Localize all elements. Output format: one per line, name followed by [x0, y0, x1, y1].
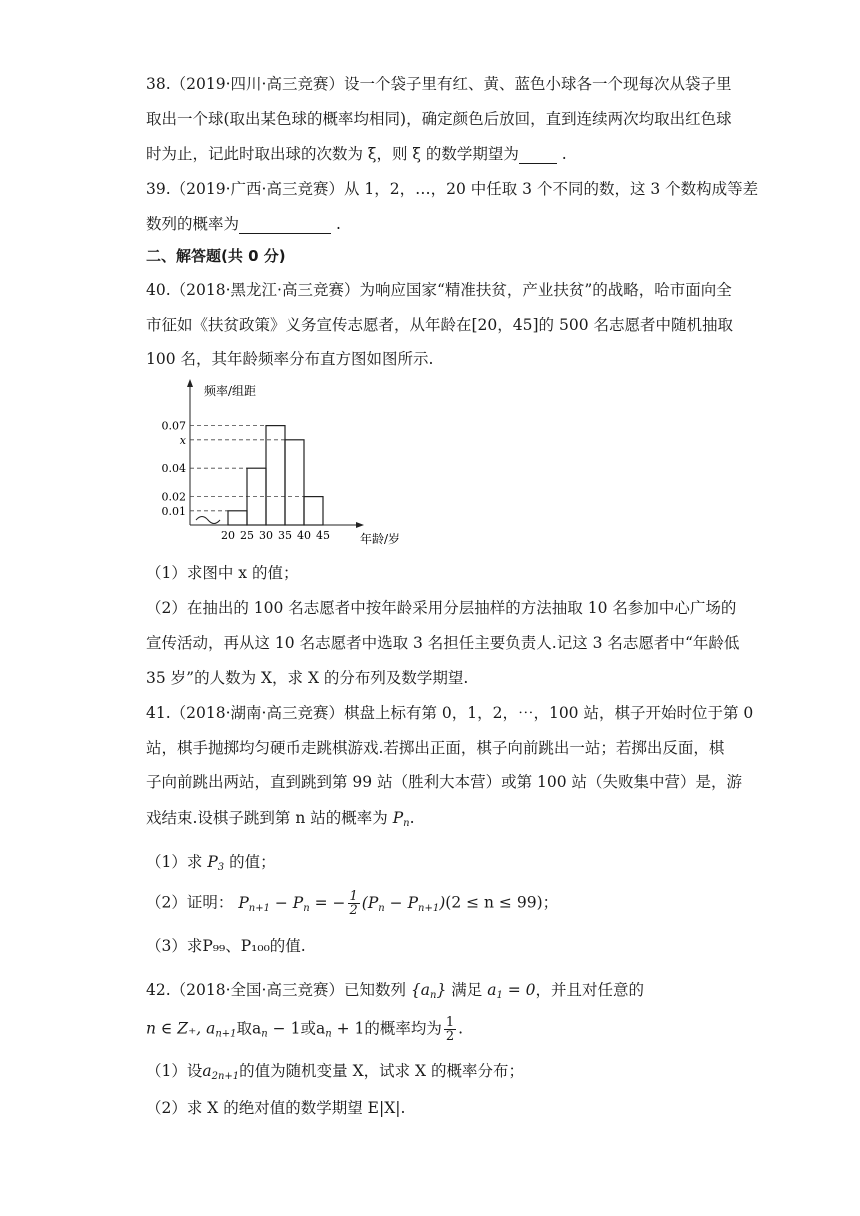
q42-line-1-mid: 满足 [451, 981, 483, 999]
q42-sequence-symbol: $\{a_n\}$ [410, 981, 447, 1001]
q41-part-3: （3）求P₉₉、P₁₀₀的值. [146, 937, 306, 955]
histogram-bar [228, 511, 247, 525]
q41-part-2-range: (2 ≤ n ≤ 99)； [445, 893, 559, 912]
q38-line-1: 38.（2019·四川·高三竞赛）设一个袋子里有红、黄、蓝色小球各一个现每次从袋子里 [146, 75, 732, 93]
x-tick-label: 45 [316, 529, 330, 542]
histogram-bar [304, 497, 323, 525]
histogram-bar [285, 440, 304, 525]
q39-line-2 [146, 212, 341, 234]
x-tick-label: 30 [259, 529, 273, 542]
q42-a2n1-symbol: $a_{2n+1}$ [202, 1062, 240, 1082]
q41-part-2 [146, 890, 558, 917]
q41-p3-symbol: $P_3$ [207, 853, 225, 873]
age-histogram [160, 377, 420, 547]
q41-line-1: 41.（2018·湖南·高三竞赛）棋盘上标有第 0，1，2，⋯，100 站，棋子开始时位于第 0 [146, 704, 754, 722]
q42-line-1-text: 42.（2018·全国·高三竞赛）已知数列 [146, 981, 406, 999]
q42-part-1 [146, 1059, 524, 1082]
q42-line-2-prefix: n ∈ Z₊, a [146, 1019, 216, 1038]
section-heading: 二、解答题(共 0 分) [146, 247, 286, 265]
q42-line-1-end: ，并且对任意的 [535, 981, 645, 999]
q42-part-1-end: 的值为随机变量 X，试求 X 的概率分布； [239, 1062, 525, 1080]
axis-break-icon [196, 517, 220, 524]
q39-line-1: 39.（2019·广西·高三竞赛）从 1，2，…，20 中任取 3 个不同的数，这 3 个数构成等差 [146, 180, 759, 198]
q40-part-2-line-1: （2）在抽出的 100 名志愿者中按年龄采用分层抽样的方法抽取 10 名参加中心广场的 [146, 599, 737, 617]
q41-part-1-end: 的值； [229, 853, 276, 871]
q41-line-2: 站，棋手抛掷均匀硬币走跳棋游戏.若掷出正面，棋子向前跳出一站；若掷出反面，棋 [146, 739, 725, 757]
q42-line-2-or: 或a [300, 1019, 326, 1038]
q42-line-2: n ∈ Z₊, $a_{n+1}$取$a_n - 1$或$a_n + 1$的概率均为 $\frac{1}{2}$ . [146, 1015, 464, 1044]
q40-part-2-line-2: 宣传活动，再从这 10 名志愿者中选取 3 名担任主要负责人.记这 3 名志愿者中“年龄低 [146, 634, 740, 652]
q41-part-2-text: （2）证明： [146, 893, 234, 912]
q42-part-2: （2）求 X 的绝对值的数学期望 E|X|. [146, 1099, 406, 1117]
q41-pn-symbol: $P_n$ [392, 809, 410, 829]
q39-line-2-end: . [335, 215, 341, 233]
histogram-svg [160, 377, 420, 547]
q38-line-3-end: . [561, 145, 567, 163]
q38-line-3-text: 时为止，记此时取出球的次数为 ξ，则 ξ 的数学期望为 [146, 145, 519, 163]
y-tick-label: 0.04 [161, 462, 186, 476]
q42-half-fraction: $\frac{1}{2}$ [445, 1015, 455, 1044]
q41-line-4: 戏结束.设棋子跳到第 n 站的概率为 $P_n$. [146, 809, 415, 829]
q39-line-2-text: 数列的概率为 [146, 215, 240, 233]
q40-line-1: 40.（2018·黑龙江·高三竞赛）为响应国家“精准扶贫，产业扶贫”的战略，哈市面向全 [146, 281, 732, 299]
q40-line-3: 100 名，其年龄频率分布直方图如图所示. [146, 350, 434, 368]
q42-line-2-mid: 取a [236, 1019, 262, 1038]
q42-line-1 [146, 978, 644, 1001]
q41-part-1-text: （1）求 [146, 853, 203, 871]
histogram-bar [266, 426, 285, 525]
y-axis-arrow-icon [187, 379, 193, 387]
q38-line-2: 取出一个球(取出某色球的概率均相同)，确定颜色后放回，直到连续两次均取出红色球 [146, 110, 732, 128]
q40-part-1: （1）求图中 x 的值； [146, 564, 299, 582]
q41-line-3: 子向前跳出两站，直到跳到第 99 站（胜利大本营）或第 100 站（失败集中营）是，游 [146, 773, 743, 791]
y-tick-label: 0.01 [161, 504, 186, 518]
x-tick-label: 20 [221, 529, 235, 542]
q41-line-4-text: 戏结束.设棋子跳到第 n 站的概率为 [146, 809, 388, 827]
q40-line-2: 市征如《扶贫政策》义务宣传志愿者，从年龄在[20，45]的 500 名志愿者中随机抽取 [146, 316, 733, 334]
x-tick-label: 35 [278, 529, 292, 542]
x-axis-label: 年龄/岁 [360, 532, 401, 546]
q38-line-3 [146, 142, 567, 164]
x-tick-label: 40 [297, 529, 311, 542]
y-tick-label: x [179, 433, 186, 447]
y-tick-label: 0.07 [161, 419, 186, 433]
y-axis-label: 频率/组距 [204, 384, 257, 398]
x-axis-arrow-icon [356, 522, 364, 528]
q38-answer-blank [519, 145, 557, 164]
q41-part-1 [146, 850, 276, 873]
q42-line-2-end: 的概率均为 [364, 1019, 442, 1038]
q42-initial-condition: $a_1 = 0$ [487, 981, 536, 1001]
q39-answer-blank [239, 215, 331, 234]
x-tick-label: 25 [240, 529, 254, 542]
q41-recurrence-formula: $P_{n+1} - P_n$ = − $\frac{1}{2}$ $(P_n - P_{n+1})$ [238, 889, 446, 918]
q40-part-2-line-3: 35 岁”的人数为 X，求 X 的分布列及数学期望. [146, 669, 469, 687]
q42-part-1-text: （1）设 [146, 1062, 203, 1080]
y-tick-label: 0.02 [161, 490, 186, 504]
